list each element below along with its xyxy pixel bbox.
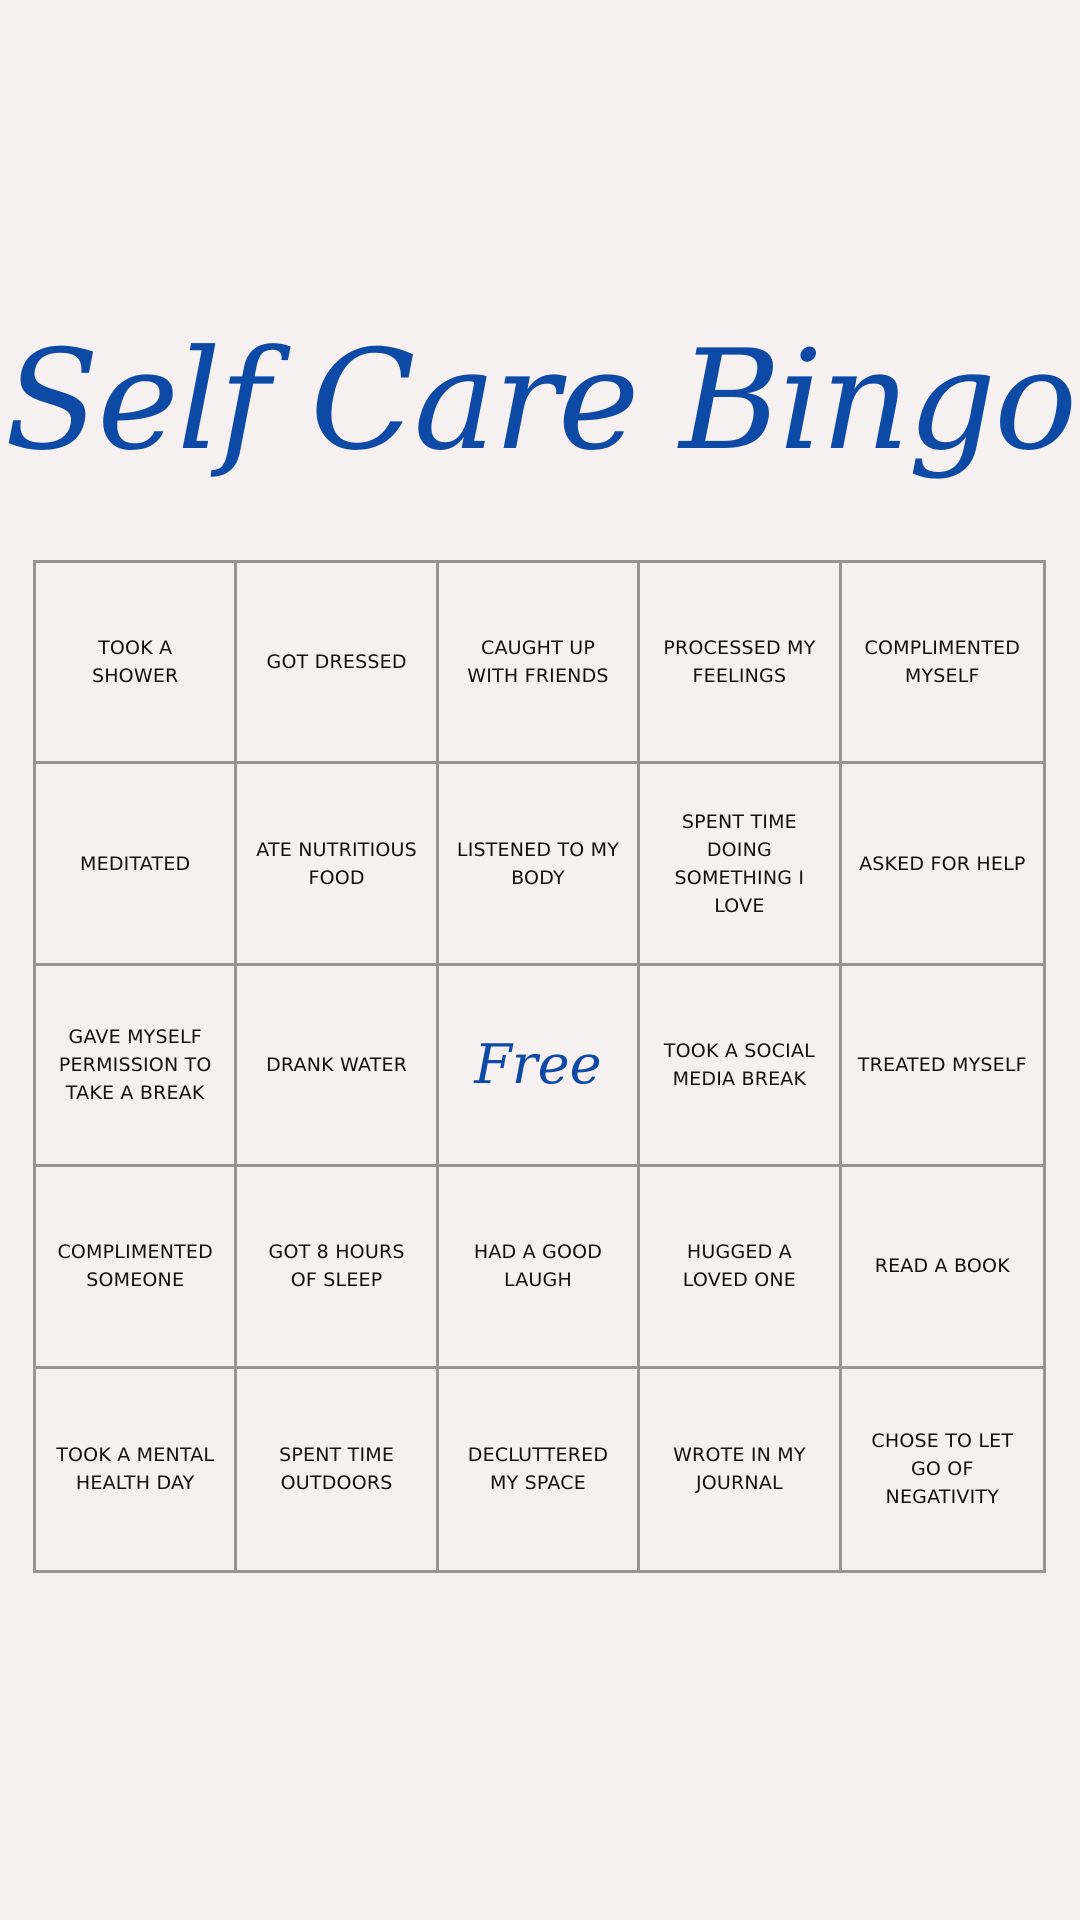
bingo-cell-label: CAUGHT UP WITH FRIENDS <box>467 637 609 688</box>
bingo-cell[interactable] <box>842 1167 1043 1368</box>
bingo-cell-label: CHOSE TO LET GO OF NEGATIVITY <box>871 1430 1014 1509</box>
bingo-cell[interactable] <box>237 966 438 1167</box>
bingo-cell[interactable] <box>439 1369 640 1570</box>
bingo-cell-label: TOOK A SOCIAL MEDIA BREAK <box>663 1039 815 1090</box>
bingo-cell-label: LISTENED TO MY BODY <box>456 838 620 889</box>
bingo-free-space[interactable] <box>439 966 640 1167</box>
free-space-label: Free <box>474 1032 602 1096</box>
bingo-cell-label: TREATED MYSELF <box>857 1053 1027 1076</box>
bingo-cell-label: ASKED FOR HELP <box>859 852 1026 875</box>
bingo-cell-label: COMPLIMENTED SOMEONE <box>57 1241 213 1292</box>
bingo-cell-label: PROCESSED MY FEELINGS <box>663 637 816 688</box>
bingo-cell[interactable] <box>842 764 1043 965</box>
bingo-cell[interactable] <box>640 1369 841 1570</box>
bingo-cell[interactable] <box>640 966 841 1167</box>
bingo-cell-label: HAD A GOOD LAUGH <box>473 1241 603 1292</box>
bingo-cell-label: GOT DRESSED <box>266 651 407 674</box>
bingo-cell-label: SPENT TIME DOING SOMETHING I LOVE <box>674 810 805 917</box>
bingo-cell[interactable] <box>640 563 841 764</box>
bingo-cell-label: DECLUTTERED MY SPACE <box>467 1444 609 1495</box>
bingo-cell-label: HUGGED A LOVED ONE <box>682 1241 796 1292</box>
bingo-cell[interactable] <box>36 966 237 1167</box>
bingo-cell[interactable] <box>842 966 1043 1167</box>
page-title: Self Care Bingo <box>4 319 1076 481</box>
bingo-cell-label: READ A BOOK <box>874 1255 1010 1278</box>
bingo-cell-label: DRANK WATER <box>266 1053 408 1076</box>
bingo-cell[interactable] <box>640 764 841 965</box>
bingo-cell[interactable] <box>439 764 640 965</box>
bingo-cell[interactable] <box>237 1167 438 1368</box>
bingo-cell[interactable] <box>640 1167 841 1368</box>
bingo-cell-label: GAVE MYSELF PERMISSION TO TAKE A BREAK <box>58 1025 212 1104</box>
bingo-cell-label: TOOK A SHOWER <box>91 637 179 688</box>
bingo-cell[interactable] <box>439 563 640 764</box>
bingo-cell-label: SPENT TIME OUTDOORS <box>279 1444 395 1495</box>
bingo-cell[interactable] <box>237 1369 438 1570</box>
bingo-cell-label: WROTE IN MY JOURNAL <box>673 1444 806 1495</box>
bingo-cell[interactable] <box>237 764 438 965</box>
bingo-grid <box>33 560 1046 1573</box>
bingo-cell-label: TOOK A MENTAL HEALTH DAY <box>56 1444 215 1495</box>
bingo-cell[interactable] <box>237 563 438 764</box>
bingo-cell[interactable] <box>36 563 237 764</box>
bingo-cell[interactable] <box>36 764 237 965</box>
bingo-cell[interactable] <box>36 1167 237 1368</box>
bingo-cell[interactable] <box>36 1369 237 1570</box>
bingo-cell-label: COMPLIMENTED MYSELF <box>864 637 1021 688</box>
bingo-cell[interactable] <box>842 563 1043 764</box>
bingo-cell-label: MEDITATED <box>80 852 191 875</box>
bingo-cell-label: ATE NUTRITIOUS FOOD <box>256 838 417 889</box>
bingo-cell-label: GOT 8 HOURS OF SLEEP <box>268 1241 405 1292</box>
bingo-cell[interactable] <box>439 1167 640 1368</box>
bingo-cell[interactable] <box>842 1369 1043 1570</box>
